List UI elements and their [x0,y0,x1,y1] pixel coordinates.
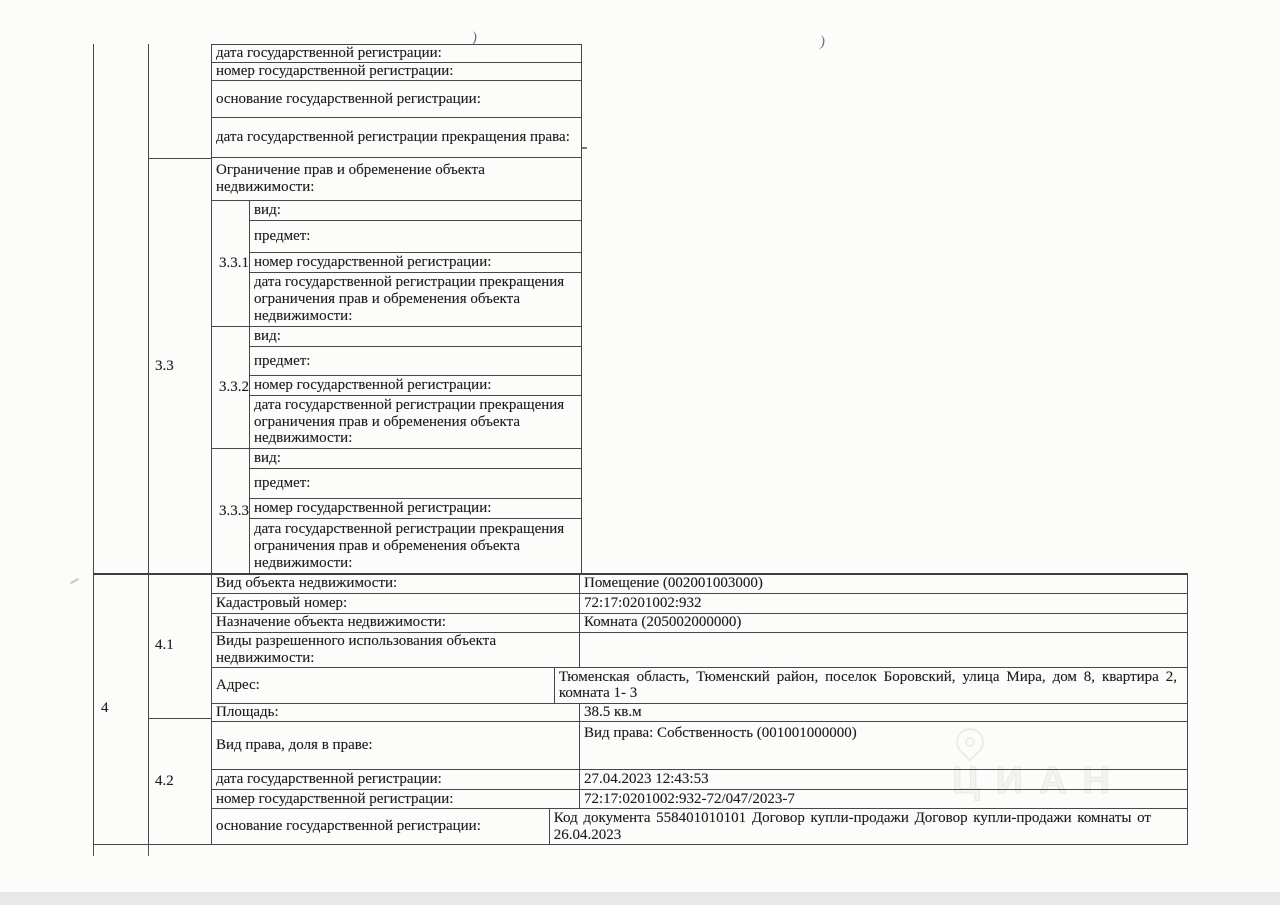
label-reg-basis: основание государственной регистрации: [212,81,581,119]
label-reg-number: номер государственной регистрации: [250,376,581,396]
scan-smudge [582,147,587,149]
subsection-number: 3.3.2 [212,327,250,448]
empty-subnumber-cell [148,44,211,158]
label-reg-basis: основание государственной регистрации: [212,809,550,844]
table-row [212,809,1187,844]
value-reg-basis: Код документа 558401010101 Договор купли-продажи Договор купли-продажи комнаты от 26.04.2023 [553,809,1151,843]
scan-bottom-band [0,892,1280,905]
label-reg-date: дата государственной регистрации: [212,45,581,63]
value-address: Тюменская область, Тюменский район, поселок Боровский, улица Мира, дом 8, квартира 2, комната 1- 3 [558,668,1177,702]
label-reg-number: номер государственной регистрации: [250,499,581,519]
label-termination-date: дата государственной регистрации прекращения ограничения прав и обременения объекта недвижимости: [253,521,565,571]
label-address: Адрес: [212,668,555,704]
value-purpose: Комната (205002000000) [584,614,742,631]
subsection-3-3-3 [212,449,581,574]
table-row [212,770,1187,790]
label-subject: предмет: [250,221,581,253]
value-reg-number: 72:17:0201002:932-72/047/2023-7 [584,790,795,807]
value-permitted-use [580,633,1187,667]
label-kind: вид: [250,449,581,469]
table-row [212,594,1187,614]
subsection-3-3-1 [212,201,581,327]
top-registration-rows [212,44,582,158]
empty-number-cell [94,44,148,573]
label-object-kind: Вид объекта недвижимости: [212,574,580,593]
row-number-4-2: 4.2 [148,718,211,844]
scan-line-stub [148,845,149,856]
table-row [212,704,1187,722]
value-object-kind: Помещение (002001003000) [584,575,763,591]
section-4-property-table [212,574,1188,845]
label-reg-number: номер государственной регистрации: [212,63,581,81]
table-row [212,790,1187,809]
label-kind: вид: [250,327,581,347]
row-number-column [93,44,149,845]
sub-number-column [148,44,212,845]
table-row [212,574,1187,594]
label-area: Площадь: [212,704,580,721]
scan-smudge [70,578,79,584]
label-subject: предмет: [250,347,581,377]
label-termination-date: дата государственной регистрации прекращения ограничения прав и обременения объекта недвижимости: [253,274,565,324]
row-number-4: 4 [101,700,109,717]
value-reg-date: 27.04.2023 12:43:53 [584,771,709,788]
label-permitted-use: Виды разрешенного использования объекта недвижимости: [212,633,580,667]
label-cadastral-number: Кадастровый номер: [212,594,580,613]
table-row [212,722,1187,770]
table-row [212,668,1187,705]
label-reg-date: дата государственной регистрации: [212,770,580,789]
value-area: 38.5 кв.м [584,704,642,721]
row-number-4-1: 4.1 [155,637,174,654]
subsection-number: 3.3.1 [212,201,250,326]
label-reg-number: номер государственной регистрации: [212,790,580,808]
label-termination-date: дата государственной регистрации прекращения ограничения прав и обременения объекта недвижимости: [253,396,565,447]
label-subject: предмет: [250,469,581,499]
subsection-3-3-2 [212,327,581,449]
table-row [212,614,1187,633]
value-right-kind: Вид права: Собственность (001001000000) [584,725,857,742]
value-cadastral-number: 72:17:0201002:932 [584,594,702,611]
label-purpose: Назначение объекта недвижимости: [212,614,580,632]
label-kind: вид: [250,201,581,221]
table-row [212,633,1187,668]
label-right-kind: Вид права, доля в праве: [212,722,580,769]
section-3-3-encumbrances [212,158,582,574]
encumbrance-header: Ограничение прав и обременение объекта недвижимости: [212,158,581,201]
scan-stray-mark: ) [470,29,479,47]
label-reg-termination-date: дата государственной регистрации прекращения права: [212,118,581,158]
scan-stray-mark: ) [818,33,827,51]
scan-line-stub [93,845,94,856]
label-reg-number: номер государственной регистрации: [250,253,581,273]
subsection-number: 3.3.3 [212,449,250,574]
row-number-3-3: 3.3 [148,158,211,573]
watermark-text: ЦИАН [952,760,1126,802]
